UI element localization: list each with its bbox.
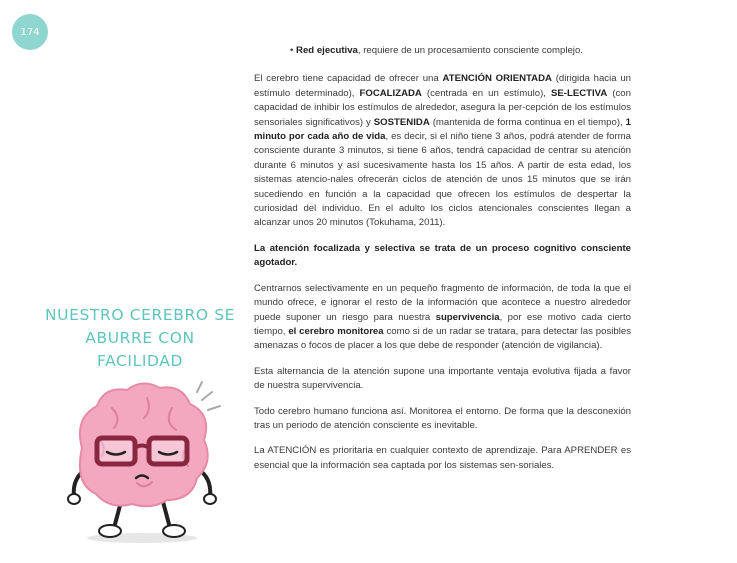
text-run: El cerebro tiene capacidad de ofrecer una <box>254 73 443 85</box>
text-run: Esta alternancia de la atención supone una importante ventaja evolutiva fijada a favor de nuestra supervivencia. <box>254 365 631 392</box>
text-run: , requiere de un procesamiento consciente complejo. <box>357 45 583 56</box>
text-run: (centrada en un estímulo), <box>421 87 551 99</box>
bold-text: 1 minuto por cada año de vida <box>254 116 631 143</box>
bold-text: SOSTENIDA <box>373 116 430 128</box>
text-run: , por ese motivo cada cierto tiempo, <box>254 311 632 337</box>
bold-text: ATENCIÓN ORIENTADA <box>442 73 552 85</box>
text-run: (dirigida hacia un estímulo determinado), <box>254 73 631 99</box>
bold-text: Red ejecutiva <box>296 45 358 56</box>
text-run: • <box>290 45 297 56</box>
text-run: (mantenida de forma continua en el tiempo), <box>429 116 626 128</box>
page-number-badge <box>12 14 48 50</box>
side-title: NUESTRO CEREBRO SE ABURRE CON FACILIDAD <box>44 306 236 370</box>
bored-brain-with-glasses-icon <box>52 378 232 548</box>
bold-text: La atención focalizada y selectiva se trata de un proceso cognitivo consciente agotador. <box>254 242 631 269</box>
body-text <box>254 44 631 484</box>
page-number: 174 <box>20 26 40 38</box>
text-run: (con capacidad de inhibir los estímulos de alrededor, asegura la per-cepción de los estímulos sensoriales significativos) y <box>254 87 631 128</box>
paragraph <box>254 444 631 473</box>
text-run: La ATENCIÓN es prioritaria en cualquier contexto de aprendizaje. Para APRENDER es esencial que la información sea captada por los sistemas sen-soriales. <box>254 445 631 471</box>
bold-text: supervivencia <box>435 311 500 323</box>
paragraph <box>290 44 631 58</box>
paragraph <box>254 405 631 434</box>
bold-text: el cerebro monitorea <box>288 325 384 337</box>
paragraph <box>254 72 631 230</box>
paragraph <box>254 365 631 394</box>
bold-text: SE-LECTIVA <box>550 87 608 99</box>
text-run: Todo cerebro humano funciona así. Monitorea el entorno. De forma que la desconexión tras un periodo de atención consciente es inevitable. <box>254 405 631 431</box>
paragraph <box>254 282 631 354</box>
text-run: Centrarnos selectivamente en un pequeño fragmento de información, de toda la que el mundo ofrece, e ignorar el resto de la información que acontece a nuestro alrededor puede suponer un riesgo para nuestra <box>254 282 631 323</box>
bold-text: FOCALIZADA <box>359 87 422 99</box>
text-run: como si de un radar se tratara, para detectar las posibles amenazas o focos de placer a los que debe de responder (atención de vigilancia). <box>254 325 631 352</box>
paragraph <box>254 242 631 271</box>
text-run: , es decir, si el niño tiene 3 años, podrá atender de forma consciente durante 3 minutos, si tiene 6 años, tendrá capacidad de centrar su atención durante 6 minutos y así sucesivamente hasta los 15 años. A partir de esta edad, los sistemas atencio-nales ofrecerán ciclos de atención de unos 15 minutos que se irán sucediendo en función a la capacidad que ofrecen los estímulos de despertar la curiosidad del individuo. En el adulto los ciclos atencionales conscientes llegan a alcanzar unos 20 minutos (Tokuhama, 2011). <box>254 131 631 229</box>
